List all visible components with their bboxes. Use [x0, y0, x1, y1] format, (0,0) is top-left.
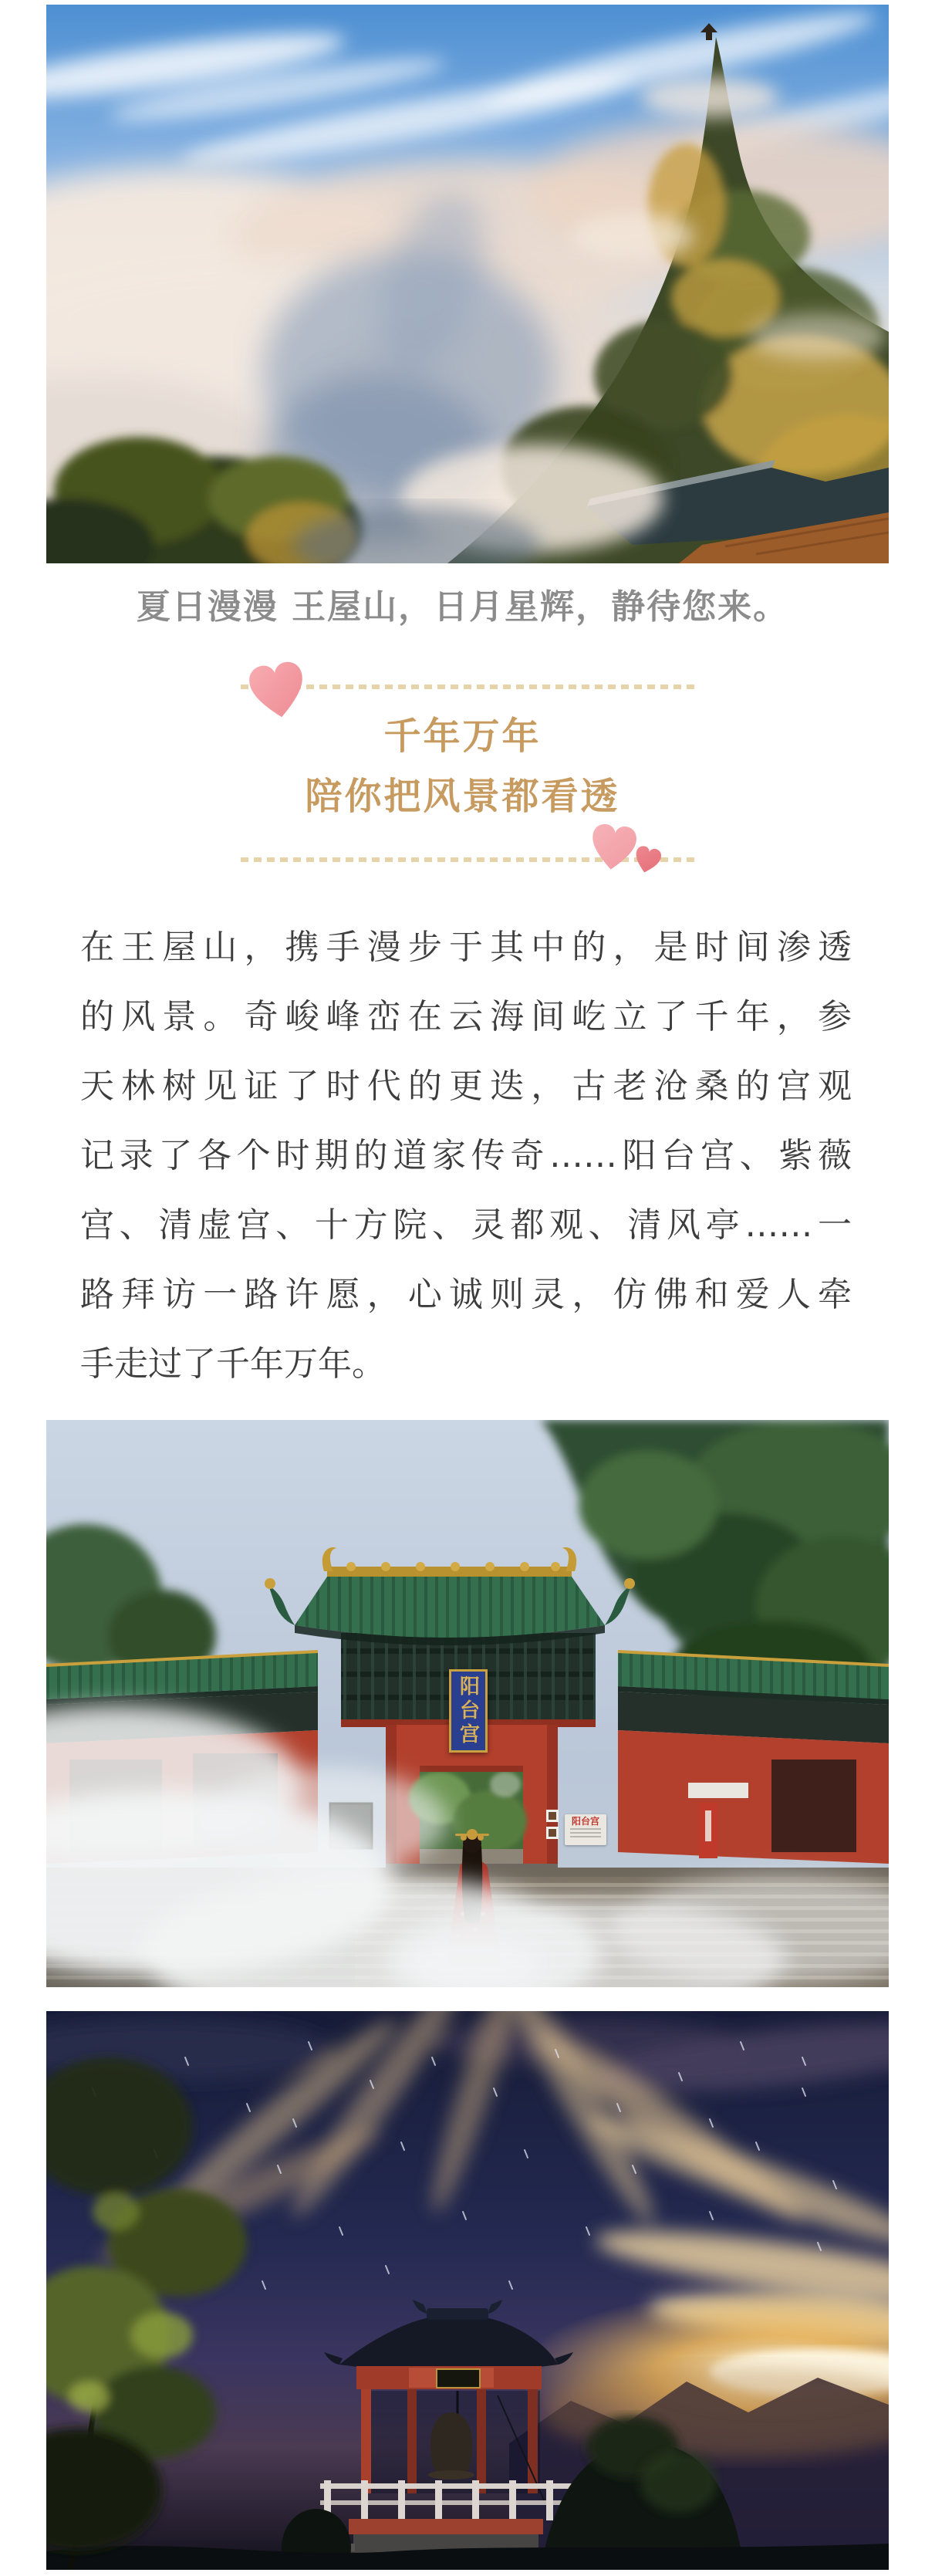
- night-pavilion-illustration: [46, 2011, 889, 2570]
- right-wing: [618, 1651, 889, 1864]
- heart-icon: [629, 841, 665, 880]
- bronze-bell: [430, 2412, 472, 2474]
- photo-caption: 夏日漫漫 王屋山，日月星辉，静待您来。: [136, 587, 789, 627]
- divider-title-line1: 千年万年: [383, 715, 542, 758]
- gate-info-sign: 阳台宫: [565, 1814, 606, 1845]
- paragraph-line: 记录了各个时期的道家传奇……阳台宫、紫薇: [80, 1136, 852, 1175]
- paragraph-line: 天林树见证了时代的更迭，古老沧桑的宫观: [80, 1067, 852, 1106]
- paragraph-line: 的风景。奇峻峰峦在云海间屹立了千年，参: [80, 997, 852, 1036]
- cloud-sea-illustration: [46, 5, 889, 563]
- paragraph-line: 手走过了千年万年。: [80, 1344, 386, 1384]
- paragraph-line: 宫、清虚宫、十方院、灵都观、清风亭……一: [80, 1205, 852, 1245]
- divider-dashed-line-top: [241, 685, 696, 689]
- photo-night-pavilion[interactable]: [46, 2011, 889, 2570]
- pavilion-plaque: [437, 2369, 480, 2388]
- article-body: [80, 913, 852, 1399]
- paragraph-line: 路拜访一路许愿，心诚则灵，仿佛和爱人牵: [80, 1275, 852, 1314]
- gate-plaque: 阳台宫: [449, 1669, 488, 1753]
- divider-title-line2: 陪你把风景都看透: [305, 775, 620, 818]
- paragraph-line: 在王屋山，携手漫步于其中的，是时间渗透: [80, 928, 852, 967]
- photo-cloud-sea[interactable]: [46, 5, 889, 563]
